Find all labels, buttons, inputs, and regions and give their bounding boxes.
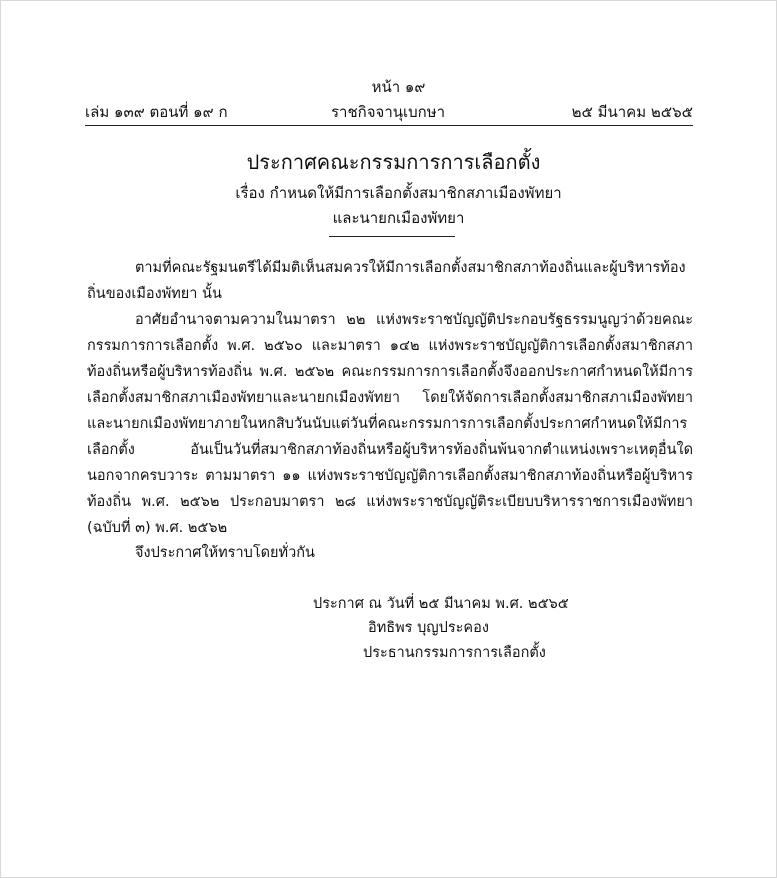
- header-divider: [85, 125, 693, 126]
- signer-position: ประธานกรรมการการเลือกตั้ง: [363, 645, 546, 661]
- announcement-body: [87, 255, 693, 541]
- gazette-date: ๒๕ มีนาคม ๒๕๖๕: [571, 103, 693, 121]
- gazette-volume: เล่ม ๑๓๙ ตอนที่ ๑๙ ก: [85, 103, 228, 121]
- subject-line-2: และนายกเมืองพัทยา: [332, 209, 465, 227]
- announcement-subject: [1, 181, 776, 231]
- page-number: หน้า ๑๙: [371, 78, 426, 96]
- body-paragraph-1: ตามที่คณะรัฐมนตรีได้มีมติเห็นสมควรให้มีการเลือกตั้งสมาชิกสภาท้องถิ่นและผู้บริหารท้องถิ่นของเมืองพัทยา นั้น: [87, 260, 686, 302]
- announcement-title: ประกาศคณะกรรมการการเลือกตั้ง: [246, 150, 541, 174]
- signer-name: อิทธิพร บุญประคอง: [368, 620, 489, 636]
- body-paragraph-2: อาศัยอำนาจตามความในมาตรา ๒๒ แห่งพระราชบัญญัติประกอบรัฐธรรมนูญว่าด้วยคณะกรรมการการเลือกตั้ง พ.ศ. ๒๕๖๐ และมาตรา ๑๔๒ แห่งพระราชบัญญัติการเลือกตั้งสมาชิกสภาท้องถิ่นหรือผู้บริหารท้องถิ่น พ.ศ. ๒๕๖๒ คณะกรรมการการเลือกตั้งจึงออกประกาศกำหนดให้มีการเลือกตั้งสมาชิกสภาเมืองพัทยาและนายกเมืองพัทยา โดยให้จัดการเลือกตั้งสมาชิกสภาเมืองพัทยาและนายกเมืองพัทยาภายในหกสิบวันนับแต่วันที่คณะกรรมการการเลือกตั้งประกาศกำหนดให้มีการเลือกตั้ง อันเป็นวันที่สมาชิกสภาท้องถิ่นหรือผู้บริหารท้องถิ่นพ้นจากตำแหน่งเพราะเหตุอื่นใดนอกจากครบวาระ ตามมาตรา ๑๑ แห่งพระราชบัญญัติการเลือกตั้งสมาชิกสภาท้องถิ่นหรือผู้บริหารท้องถิ่น พ.ศ. ๒๕๖๒ ประกอบมาตรา ๒๘ แห่งพระราชบัญญัติระเบียบบริหารราชการเมืองพัทยา (ฉบับที่ ๓) พ.ศ. ๒๕๖๒: [87, 312, 693, 536]
- gazette-name: ราชกิจจานุเบกษา: [331, 103, 446, 121]
- title-divider: [329, 236, 455, 237]
- gazette-header: [85, 100, 693, 124]
- closing-statement: จึงประกาศให้ทราบโดยทั่วกัน: [135, 545, 315, 561]
- subject-line-1: เรื่อง กำหนดให้มีการเลือกตั้งสมาชิกสภาเมืองพัทยา: [235, 184, 562, 202]
- signature-date: ประกาศ ณ วันที่ ๒๕ มีนาคม พ.ศ. ๒๕๖๕: [313, 596, 569, 612]
